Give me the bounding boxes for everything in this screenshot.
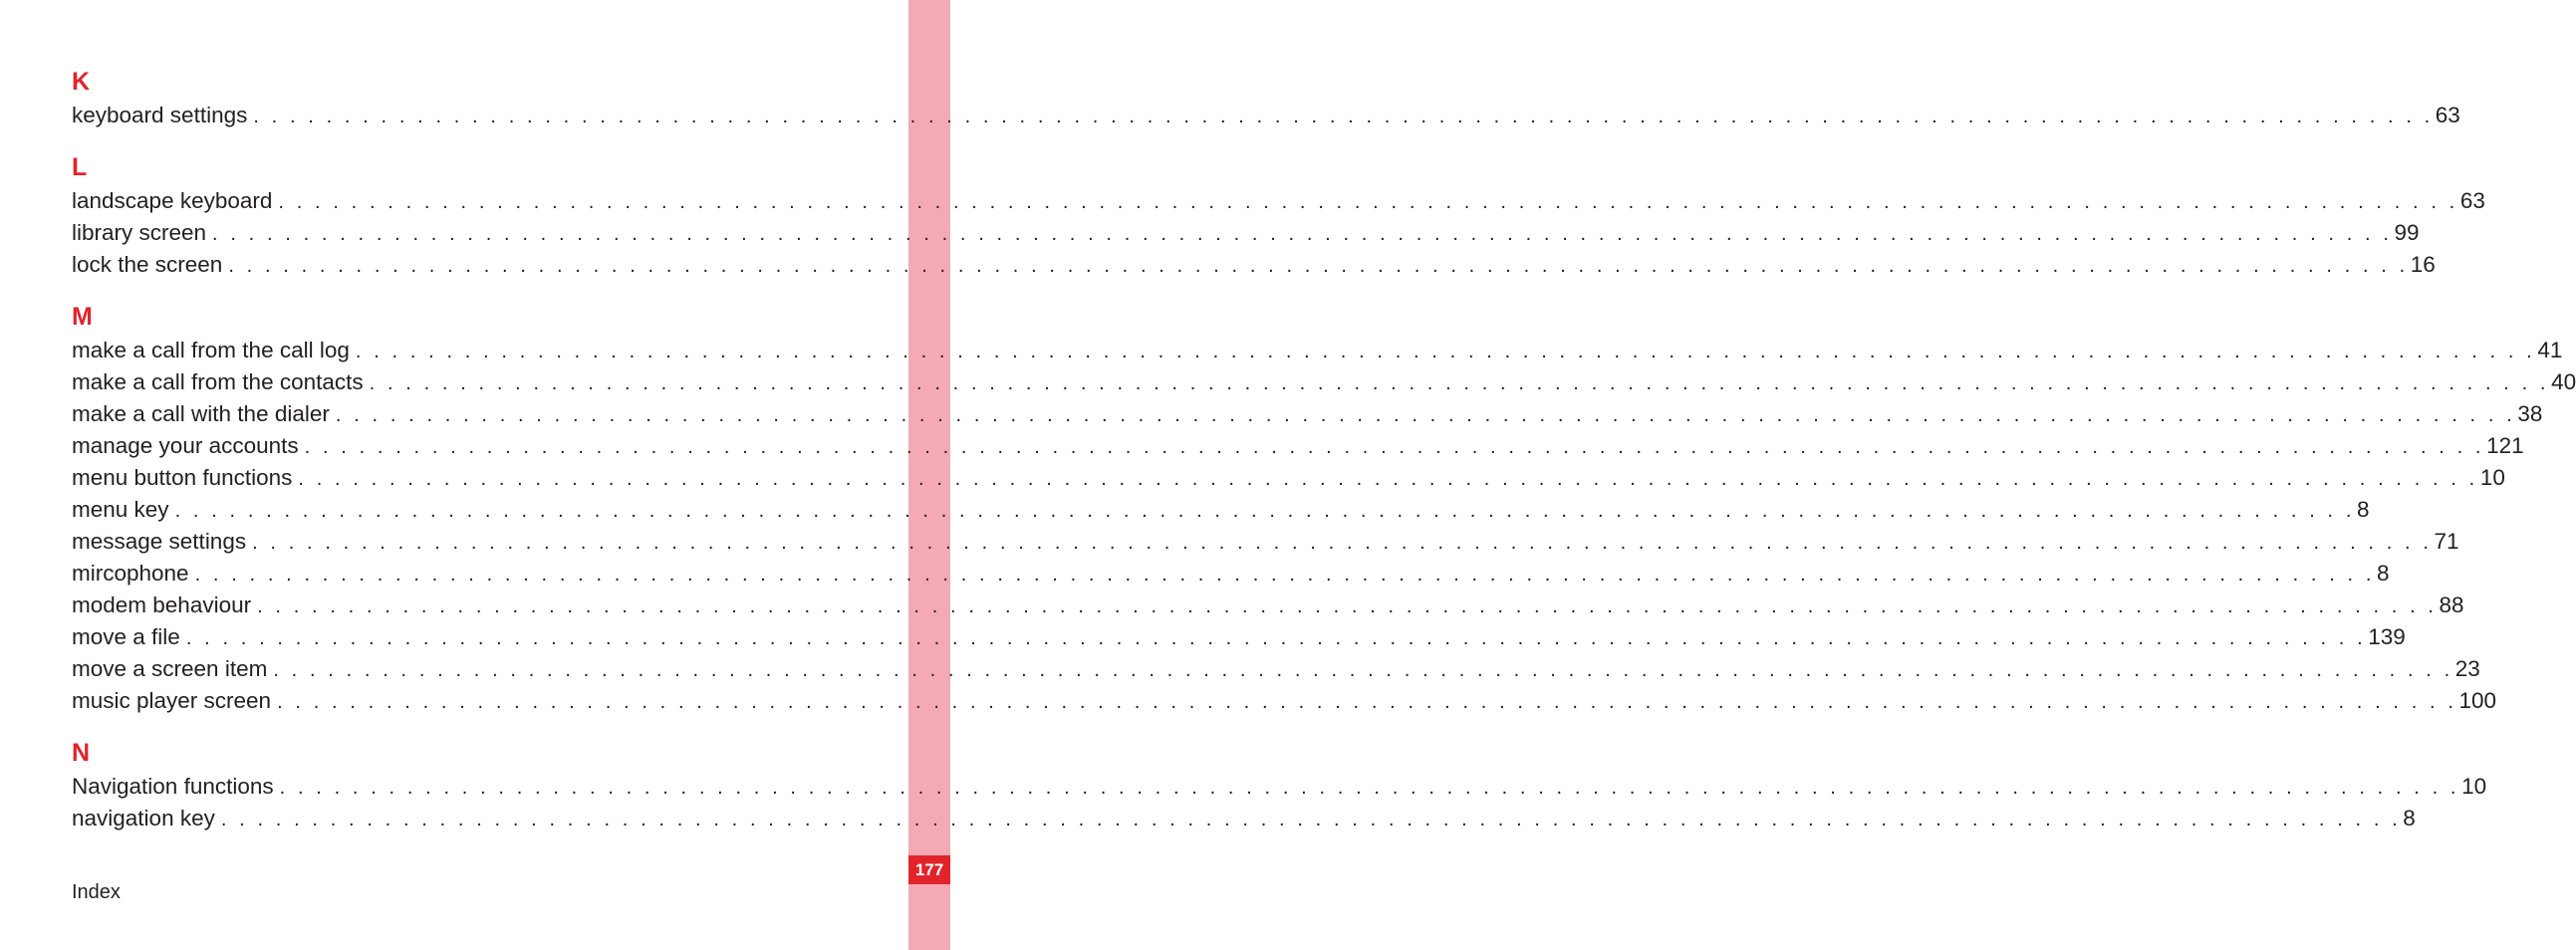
entry-page: 8 xyxy=(2403,806,2416,831)
entry-page: 100 xyxy=(2458,688,2497,713)
dot-leader: . . . . . . . . . . . . . . . . . . . . . . . . . . . . . . . . . . . . . . . . . . . . . . . . . . . . . . . . . . . . . . . . . . . . . . . . . . . . . . . . . . . . . . . . . . . . . . . . . . . . . . . . . . . . . . . . . . . . . . . . xyxy=(277,691,2457,713)
dot-leader: . . . . . . . . . . . . . . . . . . . . . . . . . . . . . . . . . . . . . . . . . . . . . . . . . . . . . . . . . . . . . . . . . . . . . . . . . . . . . . . . . . . . . . . . . . . . . . . . . . . . . . . . . . . . . . . . . . . . . . . . xyxy=(252,532,2433,554)
index-section xyxy=(72,151,2485,281)
dot-leader: . . . . . . . . . . . . . . . . . . . . . . . . . . . . . . . . . . . . . . . . . . . . . . . . . . . . . . . . . . . . . . . . . . . . . . . . . . . . . . . . . . . . . . . . . . . . . . . . . . . . . . . . . . . . . . . . . . . . . . . . xyxy=(220,809,2402,831)
entry-term: music player screen xyxy=(72,688,272,713)
entry-term: manage your accounts xyxy=(72,433,299,458)
entry-term: landscape keyboard xyxy=(72,188,273,213)
entry-page: 71 xyxy=(2434,529,2459,554)
index-entry[interactable] xyxy=(72,526,2459,558)
dot-leader: . . . . . . . . . . . . . . . . . . . . . . . . . . . . . . . . . . . . . . . . . . . . . . . . . . . . . . . . . . . . . . . . . . . . . . . . . . . . . . . . . . . . . . . . . . . . . . . . . . . . . . . . . . . . . . . . . . . . . . . . xyxy=(369,372,2550,394)
entry-page: 10 xyxy=(2461,774,2487,799)
entry-page: 63 xyxy=(2435,103,2460,127)
entry-page: 139 xyxy=(2368,624,2406,649)
dot-leader: . . . . . . . . . . . . . . . . . . . . . . . . . . . . . . . . . . . . . . . . . . . . . . . . . . . . . . . . . . . . . . . . . . . . . . . . . . . . . . . . . . . . . . . . . . . . . . . . . . . . . . . . . . . . . . . . . . . . . . . . xyxy=(253,106,2434,127)
index-entry[interactable] xyxy=(72,771,2487,803)
index-entry[interactable] xyxy=(72,335,2563,366)
dot-leader: . . . . . . . . . . . . . . . . . . . . . . . . . . . . . . . . . . . . . . . . . . . . . . . . . . . . . . . . . . . . . . . . . . . . . . . . . . . . . . . . . . . . . . . . . . . . . . . . . . . . . . . . . . . . . . . . . . . . . . . . xyxy=(335,404,2516,426)
entry-term: make a call from the contacts xyxy=(72,369,364,394)
index-entry[interactable] xyxy=(72,621,2406,653)
dot-leader: . . . . . . . . . . . . . . . . . . . . . . . . . . . . . . . . . . . . . . . . . . . . . . . . . . . . . . . . . . . . . . . . . . . . . . . . . . . . . . . . . . . . . . . . . . . . . . . . . . . . . . . . . . . . . . . . . . . . . . . . xyxy=(279,777,2460,799)
section-letter: K xyxy=(72,68,91,96)
entry-page: 23 xyxy=(2454,656,2480,681)
entry-page: 10 xyxy=(2479,465,2505,490)
dot-leader: . . . . . . . . . . . . . . . . . . . . . . . . . . . . . . . . . . . . . . . . . . . . . . . . . . . . . . . . . . . . . . . . . . . . . . . . . . . . . . . . . . . . . . . . . . . . . . . . . . . . . . . . . . . . . . . . . . . . . . . . xyxy=(278,191,2458,213)
section-letter: N xyxy=(72,739,91,767)
index-entry[interactable] xyxy=(72,558,2390,590)
section-letter: M xyxy=(72,303,93,331)
entry-term: move a file xyxy=(72,624,180,649)
entry-page: 121 xyxy=(2486,433,2524,458)
index-entry[interactable] xyxy=(72,494,2370,526)
entry-page: 16 xyxy=(2410,252,2436,277)
entry-term: mircophone xyxy=(72,561,189,586)
footer-section-label: Index xyxy=(72,881,121,903)
index-entry[interactable] xyxy=(72,217,2420,249)
dot-leader: . . . . . . . . . . . . . . . . . . . . . . . . . . . . . . . . . . . . . . . . . . . . . . . . . . . . . . . . . . . . . . . . . . . . . . . . . . . . . . . . . . . . . . . . . . . . . . . . . . . . . . . . . . . . . . . . . . . . . . . . xyxy=(212,223,2393,245)
entry-term: navigation key xyxy=(72,806,215,831)
dot-leader: . . . . . . . . . . . . . . . . . . . . . . . . . . . . . . . . . . . . . . . . . . . . . . . . . . . . . . . . . . . . . . . . . . . . . . . . . . . . . . . . . . . . . . . . . . . . . . . . . . . . . . . . . . . . . . . . . . . . . . . . xyxy=(228,255,2409,277)
entry-term: keyboard settings xyxy=(72,103,248,127)
entry-term: modem behaviour xyxy=(72,593,252,617)
index-entry[interactable] xyxy=(72,590,2464,621)
entry-term: menu button functions xyxy=(72,465,293,490)
index-entry[interactable] xyxy=(72,430,2524,462)
index-entry[interactable] xyxy=(72,803,2416,834)
dot-leader: . . . . . . . . . . . . . . . . . . . . . . . . . . . . . . . . . . . . . . . . . . . . . . . . . . . . . . . . . . . . . . . . . . . . . . . . . . . . . . . . . . . . . . . . . . . . . . . . . . . . . . . . . . . . . . . . . . . . . . . . xyxy=(273,659,2453,681)
entry-term: make a call with the dialer xyxy=(72,401,330,426)
dot-leader: . . . . . . . . . . . . . . . . . . . . . . . . . . . . . . . . . . . . . . . . . . . . . . . . . . . . . . . . . . . . . . . . . . . . . . . . . . . . . . . . . . . . . . . . . . . . . . . . . . . . . . . . . . . . . . . . . . . . . . . . xyxy=(194,564,2376,586)
dot-leader: . . . . . . . . . . . . . . . . . . . . . . . . . . . . . . . . . . . . . . . . . . . . . . . . . . . . . . . . . . . . . . . . . . . . . . . . . . . . . . . . . . . . . . . . . . . . . . . . . . . . . . . . . . . . . . . . . . . . . . . . xyxy=(257,595,2438,617)
entry-term: menu key xyxy=(72,497,169,522)
index-section xyxy=(72,737,2487,834)
index-entry[interactable] xyxy=(72,653,2480,685)
index-section xyxy=(72,301,2576,717)
dot-leader: . . . . . . . . . . . . . . . . . . . . . . . . . . . . . . . . . . . . . . . . . . . . . . . . . . . . . . . . . . . . . . . . . . . . . . . . . . . . . . . . . . . . . . . . . . . . . . . . . . . . . . . . . . . . . . . . . . . . . . . . xyxy=(355,341,2536,362)
index-entry[interactable] xyxy=(72,366,2576,398)
entry-page: 99 xyxy=(2394,220,2420,245)
dot-leader: . . . . . . . . . . . . . . . . . . . . . . . . . . . . . . . . . . . . . . . . . . . . . . . . . . . . . . . . . . . . . . . . . . . . . . . . . . . . . . . . . . . . . . . . . . . . . . . . . . . . . . . . . . . . . . . . . . . . . . . . xyxy=(174,500,2355,522)
dot-leader: . . . . . . . . . . . . . . . . . . . . . . . . . . . . . . . . . . . . . . . . . . . . . . . . . . . . . . . . . . . . . . . . . . . . . . . . . . . . . . . . . . . . . . . . . . . . . . . . . . . . . . . . . . . . . . . . . . . . . . . . xyxy=(304,436,2485,458)
dot-leader: . . . . . . . . . . . . . . . . . . . . . . . . . . . . . . . . . . . . . . . . . . . . . . . . . . . . . . . . . . . . . . . . . . . . . . . . . . . . . . . . . . . . . . . . . . . . . . . . . . . . . . . . . . . . . . . . . . . . . . . . xyxy=(298,468,2478,490)
index-entry[interactable] xyxy=(72,185,2485,217)
index-entry[interactable] xyxy=(72,398,2543,430)
index-list xyxy=(72,66,2576,834)
entry-term: message settings xyxy=(72,529,247,554)
entry-page: 63 xyxy=(2459,188,2485,213)
entry-page: 38 xyxy=(2517,401,2543,426)
entry-page: 40 xyxy=(2551,369,2576,394)
entry-page: 8 xyxy=(2377,561,2390,586)
dot-leader: . . . . . . . . . . . . . . . . . . . . . . . . . . . . . . . . . . . . . . . . . . . . . . . . . . . . . . . . . . . . . . . . . . . . . . . . . . . . . . . . . . . . . . . . . . . . . . . . . . . . . . . . . . . . . . . . . . . . . . . . xyxy=(185,627,2367,649)
index-entry[interactable] xyxy=(72,100,2460,131)
index-section xyxy=(72,66,2460,131)
entry-term: move a screen item xyxy=(72,656,268,681)
entry-page: 8 xyxy=(2357,497,2370,522)
section-letter: L xyxy=(72,153,88,181)
index-entry[interactable] xyxy=(72,249,2436,281)
entry-term: library screen xyxy=(72,220,207,245)
entry-page: 88 xyxy=(2439,593,2464,617)
entry-term: Navigation functions xyxy=(72,774,274,799)
entry-page: 41 xyxy=(2537,338,2563,362)
entry-term: lock the screen xyxy=(72,252,223,277)
page-number: 177 xyxy=(908,855,950,884)
entry-term: make a call from the call log xyxy=(72,338,350,362)
index-entry[interactable] xyxy=(72,462,2505,494)
index-entry[interactable] xyxy=(72,685,2497,717)
